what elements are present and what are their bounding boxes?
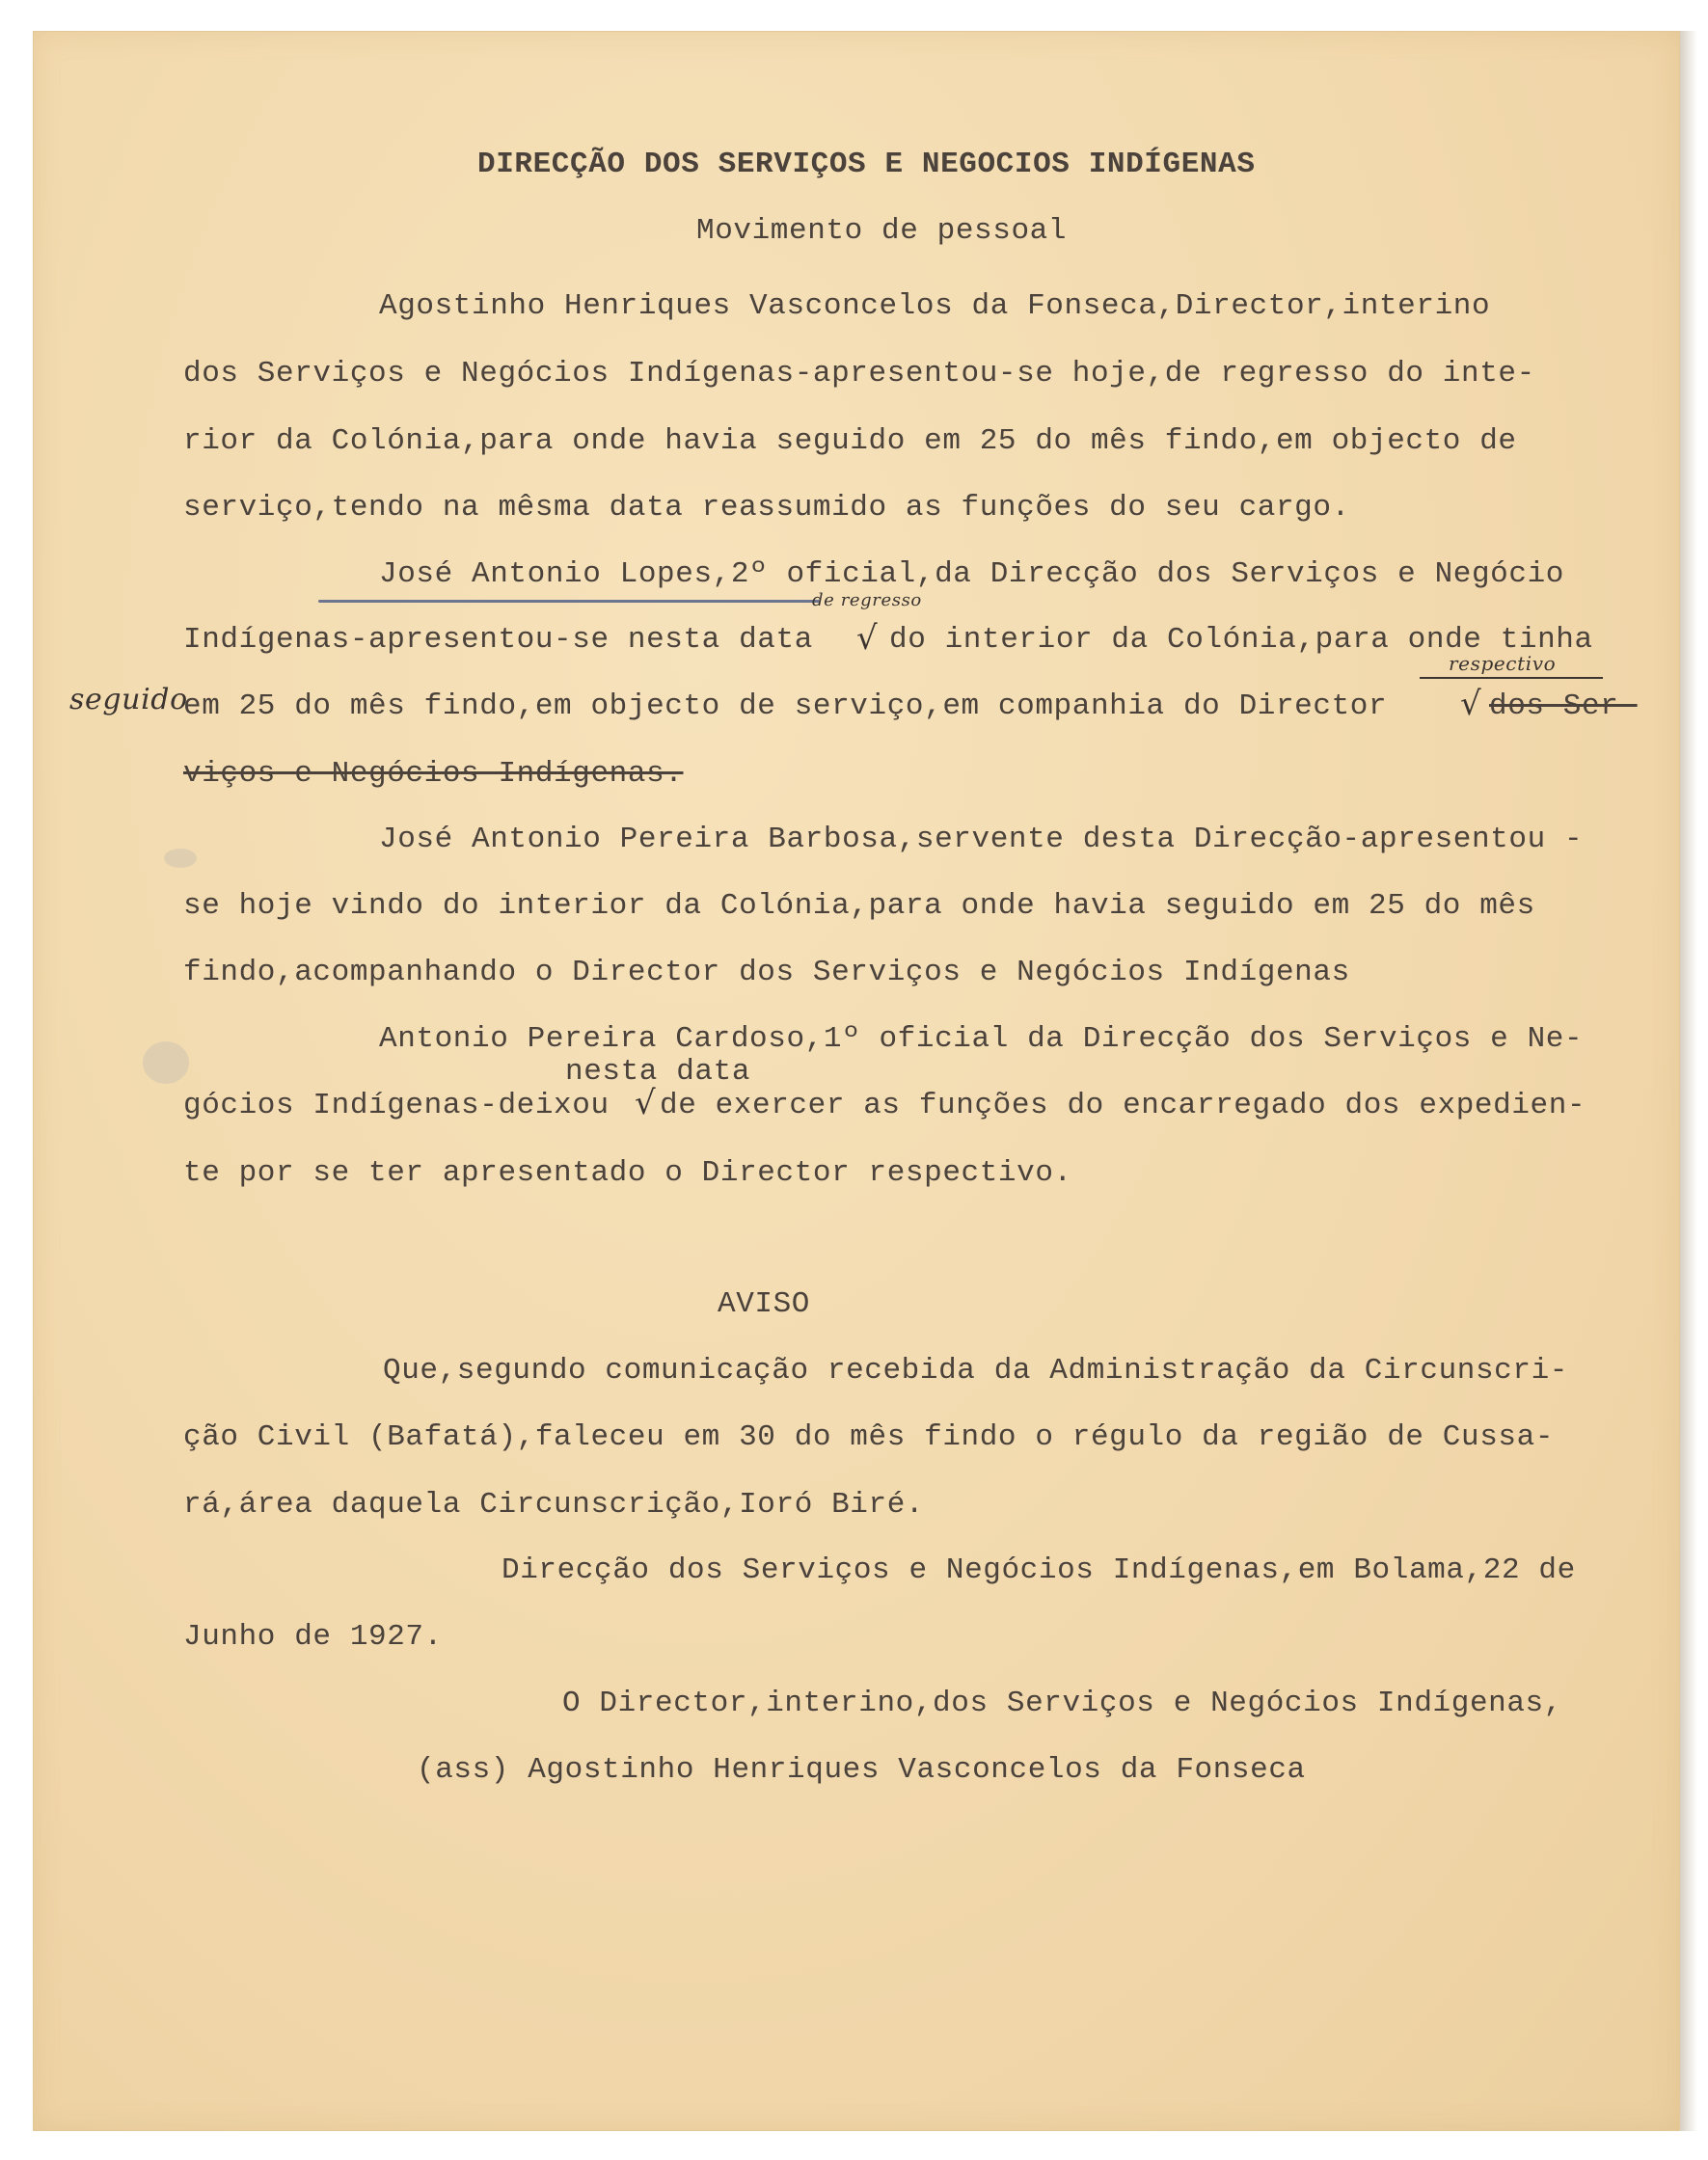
paragraph-4-line-2b: de exercer as funções do encarregado dos expedien- <box>660 1089 1586 1122</box>
paragraph-2-line-2b: do interior da Colónia,para onde tinha <box>889 623 1593 657</box>
signatory-title: O Director,interino,dos Serviços e Negócios Indígenas, <box>562 1687 1562 1720</box>
signature-line: (ass) Agostinho Henriques Vasconcelos da Fonseca <box>417 1753 1306 1787</box>
paragraph-1-line-2: dos Serviços e Negócios Indígenas-apresentou-se hoje,de regresso do inte- <box>183 357 1535 391</box>
notice-line-1: Que,segundo comunicação recebida da Administração da Circunscri- <box>383 1354 1568 1388</box>
closing-place-date-2: Junho de 1927. <box>183 1620 443 1654</box>
document-subtitle: Movimento de pessoal <box>696 214 1068 248</box>
struck-text: viços e Negócios Indígenas. <box>183 757 684 791</box>
paragraph-2-line-2a: Indígenas-apresentou-se nesta data <box>183 623 813 657</box>
insertion-caret: √ <box>856 619 879 658</box>
paragraph-1-line-1: Agostinho Henriques Vasconcelos da Fonseca,Director,interino <box>379 289 1491 323</box>
paragraph-4-line-2a: gócios Indígenas-deixou <box>183 1089 610 1122</box>
paragraph-2-line-3: em 25 do mês findo,em objecto de serviço,em companhia do Director <box>183 689 1388 723</box>
insertion-caret: √ <box>635 1084 657 1122</box>
paragraph-1-line-3: rior da Colónia,para onde havia seguido em 25 do mês findo,em objecto de <box>183 424 1517 458</box>
notice-line-2: ção Civil (Bafatá),faleceu em 30 do mês findo o régulo da região de Cussa- <box>183 1420 1555 1454</box>
struck-text: dos Ser- <box>1489 689 1638 723</box>
handwritten-margin-note: seguido <box>69 683 188 716</box>
notice-line-3: rá,área daquela Circunscrição,Ioró Biré. <box>183 1488 925 1522</box>
document-title: DIRECÇÃO DOS SERVIÇOS E NEGOCIOS INDÍGENAS <box>477 148 1256 181</box>
handwritten-insert: de regresso <box>812 590 922 610</box>
paragraph-4-line-3: te por se ter apresentado o Director respectivo. <box>183 1156 1072 1190</box>
notice-heading: AVISO <box>718 1287 811 1321</box>
paragraph-4-line-1: Antonio Pereira Cardoso,1º oficial da Direcção dos Serviços e Ne- <box>379 1022 1584 1056</box>
ink-underline <box>318 600 820 603</box>
paragraph-3-line-2: se hoje vindo do interior da Colónia,para onde havia seguido em 25 do mês <box>183 889 1535 923</box>
paragraph-1-line-4: serviço,tendo na mêsma data reassumido as funções do seu cargo. <box>183 491 1350 525</box>
paragraph-4-insert: nesta data <box>565 1055 751 1089</box>
closing-place-date-1: Direcção dos Serviços e Negócios Indígenas,em Bolama,22 de <box>502 1553 1576 1587</box>
paragraph-3-line-1: José Antonio Pereira Barbosa,servente desta Direcção-apresentou - <box>379 823 1584 856</box>
paragraph-3-line-3: findo,acompanhando o Director dos Serviços e Negócios Indígenas <box>183 956 1350 989</box>
paragraph-2-line-1: José Antonio Lopes,2º oficial,da Direcção dos Serviços e Negócio <box>379 557 1564 591</box>
handwritten-insert: respectivo <box>1449 652 1557 675</box>
handwritten-line <box>1420 677 1603 679</box>
insertion-caret: √ <box>1460 685 1482 723</box>
